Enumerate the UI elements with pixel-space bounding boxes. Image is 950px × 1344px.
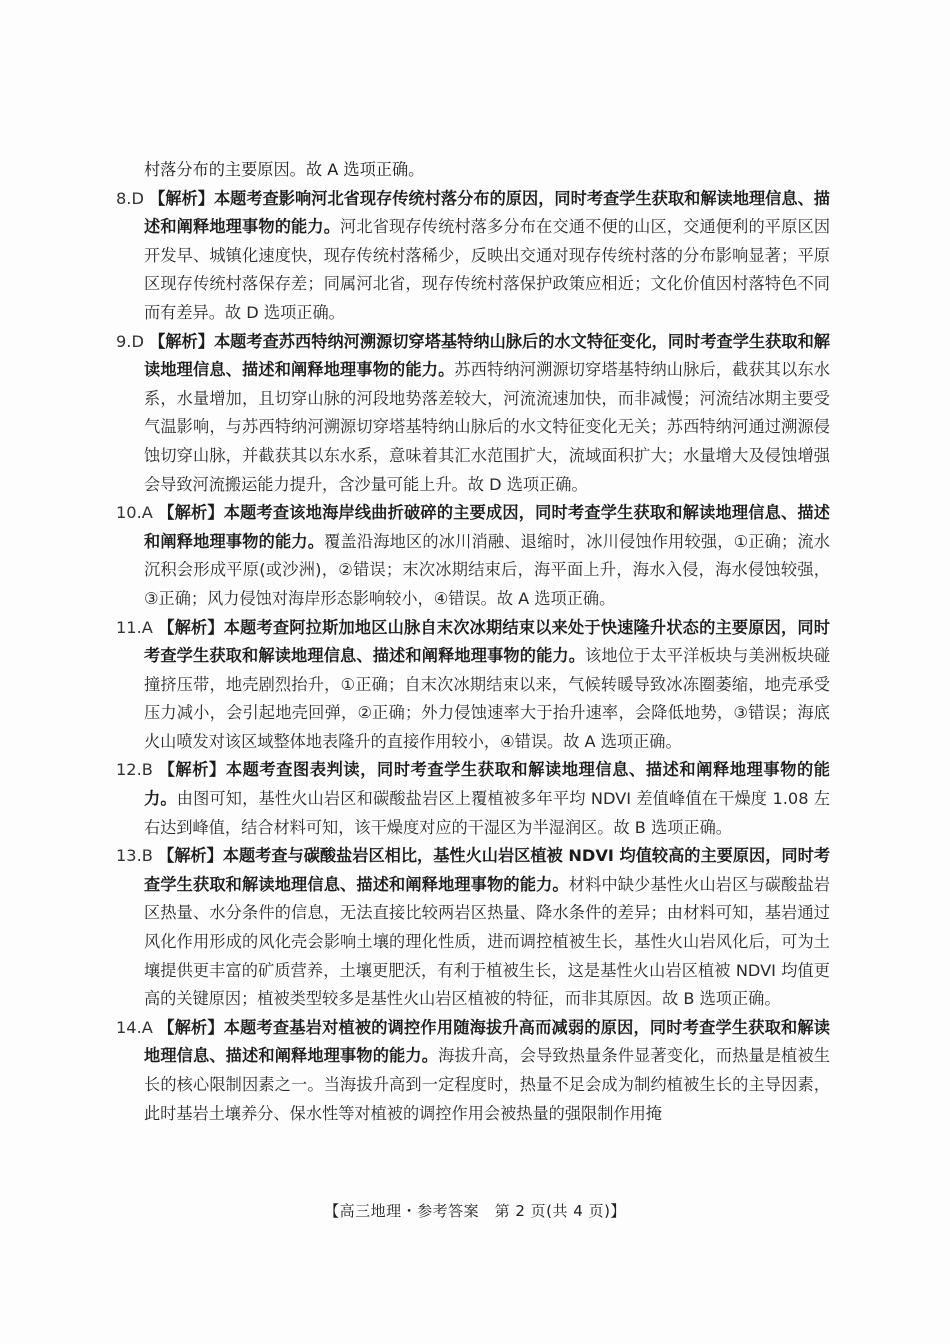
analysis-body: 由图可知，基性火山岩区和碳酸盐岩区上覆植被多年平均 NDVI 差值峰值在干燥度 1.08 左右达到峰值，结合材料可知，该干燥度对应的干湿区为半湿润区。故 B 选项正确。 <box>144 789 831 837</box>
analysis-body: 覆盖沿海地区的冰川消融、退缩时，冰川侵蚀作用较强，①正确；流水沉积会形成平原(或沙洲)，②错误；末次冰期结束后，海平面上升，海水入侵，海水侵蚀较强，③正确；风力侵蚀对海岸形态影响较小，④错误。故 A 选项正确。 <box>144 531 830 608</box>
analysis-lead: 本题考查阿拉斯加地区山脉自末次冰期结束以来处于快速隆升状态的主要原因，同时考查学生获取和解读地理信息、描述和阐释地理事物的能力。 <box>144 617 830 666</box>
item-number: 11. <box>116 617 142 637</box>
item-answer: A <box>141 503 153 523</box>
analysis-tag: 【解析】 <box>158 846 223 866</box>
answer-item-8 <box>116 185 830 328</box>
item-answer: D <box>131 331 144 351</box>
analysis-lead: 本题考查基岩对植被的调控作用随海拔升高而减弱的原因，同时考查学生获取和解读地理信息、描述和阐释地理事物的能力。 <box>144 1017 830 1066</box>
item-answer: A <box>141 617 153 637</box>
answer-item-11 <box>116 614 830 757</box>
analysis-tag: 【解析】 <box>158 760 226 780</box>
analysis-lead: 本题考查苏西特纳河溯源切穿塔基特纳山脉后的水文特征变化，同时考查学生获取和解读地理信息、描述和阐释地理事物的能力。 <box>144 331 830 380</box>
analysis-body: 河北省现存传统村落多分布在交通不便的山区，交通便利的平原区因开发早、城镇化速度快，现存传统村落稀少，反映出交通对现存传统村落的分布影响显著；平原区现存传统村落保存差；同属河北省，现存传统村落保护政策应相近；文化价值因村落特色不同而有差异。故 D 选项正确。 <box>144 217 831 322</box>
answer-item-13 <box>116 842 830 1014</box>
analysis-tag: 【解析】 <box>149 188 214 208</box>
continuation-text: 村落分布的主要原因。故 A 选项正确。 <box>144 160 425 179</box>
analysis-body: 该地位于太平洋板块与美洲板块碰撞挤压带，地壳剧烈抬升，①正确；自末次冰期结束以来，气候转暖导致冰冻圈萎缩，地壳承受压力减小，会引起地壳回弹，②正确；外力侵蚀速率大于抬升速率，会降低地势，③错误；海底火山喷发对该区域整体地表隆升的直接作用较小，④错误。故 A 选项正确。 <box>144 646 831 751</box>
answer-content <box>116 156 830 1128</box>
item-number: 10. <box>116 503 142 523</box>
item-answer: A <box>141 1017 153 1037</box>
item-number: 9. <box>116 331 132 351</box>
item-answer: B <box>141 760 153 780</box>
answer-item-14 <box>116 1014 830 1128</box>
analysis-lead: 本题考查影响河北省现存传统村落分布的原因，同时考查学生获取和解读地理信息、描述和阐释地理事物的能力。 <box>144 188 830 237</box>
item-answer: D <box>131 188 144 208</box>
item-number: 13. <box>116 846 142 866</box>
answer-item-10 <box>116 499 830 613</box>
item-number: 14. <box>116 1017 142 1037</box>
analysis-lead: 本题考查与碳酸盐岩区相比，基性火山岩区植被 NDVI 均值较高的主要原因，同时考查学生获取和解读地理信息、描述和阐释地理事物的能力。 <box>144 846 831 894</box>
analysis-lead: 本题考查该地海岸线曲折破碎的主要成因，同时考查学生获取和解读地理信息、描述和阐释地理事物的能力。 <box>144 503 830 551</box>
analysis-body: 材料中缺少基性火山岩区与碳酸盐岩区热量、水分条件的信息，无法直接比较两岩区热量、降水条件的差异；由材料可知，基岩通过风化作用形成的风化壳会影响土壤的理化性质，进而调控植被生长，基性火山岩风化后，可为土壤提供更丰富的矿质营养，土壤更肥沃，有利于植被生长，这是基性火山岩区植被 NDVI 均值更高的关键原因；植被类型较多是基性火山岩区植被的特征，而非其原因。故 B 选项正确。 <box>144 874 831 1009</box>
analysis-tag: 【解析】 <box>158 1017 224 1037</box>
analysis-body: 苏西特纳河溯源切穿塔基特纳山脉后，截获其以东水系，水量增加，且切穿山脉的河段地势落差较大，河流流速加快，而非减慢；河流结冰期主要受气温影响，与苏西特纳河溯源切穿塔基特纳山脉后的水文特征变化无关；苏西特纳河通过溯源侵蚀切穿山脉，并截获其以东水系，意味着其汇水范围扩大，流域面积扩大；水量增大及侵蚀增强会导致河流搬运能力提升，含沙量可能上升。故 D 选项正确。 <box>144 360 831 494</box>
analysis-tag: 【解析】 <box>158 503 224 523</box>
analysis-tag: 【解析】 <box>149 331 214 351</box>
item-number: 12. <box>116 760 142 780</box>
page-footer: 【高三地理・参考答案 第 2 页(共 4 页)】 <box>324 1202 626 1220</box>
analysis-body: 海拔升高，会导致热量条件显著变化，而热量是植被生长的核心限制因素之一。当海拔升高到一定程度时，热量不足会成为制约植被生长的主导因素，此时基岩土壤养分、保水性等对植被的调控作用会被热量的强限制作用掩 <box>144 1046 831 1123</box>
analysis-tag: 【解析】 <box>158 617 224 637</box>
analysis-lead: 本题考查图表判读，同时考查学生获取和解读地理信息、描述和阐释地理事物的能力。 <box>144 760 830 809</box>
answer-item-9 <box>116 328 830 500</box>
answer-item-12 <box>116 756 830 842</box>
item-answer: B <box>141 846 153 866</box>
item-number: 8. <box>116 188 132 208</box>
